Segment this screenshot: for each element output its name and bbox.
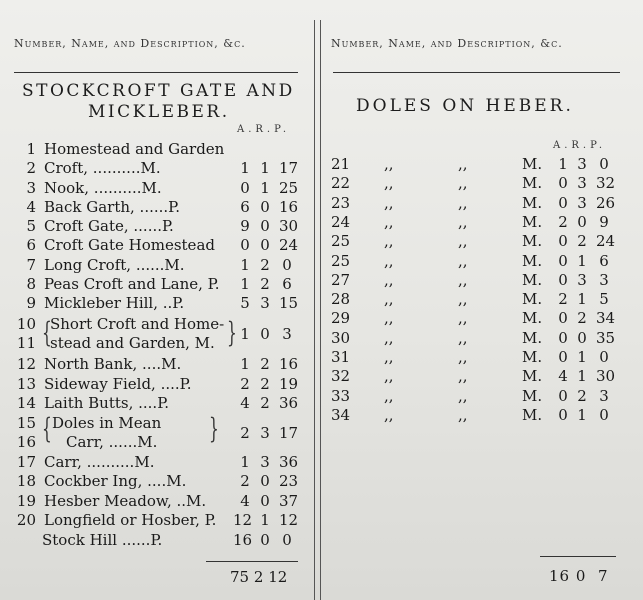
area-perches: 16 [279, 355, 299, 373]
area-acres: 16 [233, 531, 253, 549]
row-number: 8 [26, 275, 36, 293]
row-number: 4 [26, 198, 36, 216]
area-acres: 0 [558, 193, 568, 212]
ditto-mark: ,, [384, 309, 394, 328]
field-name: Carr, ..........M. [44, 453, 155, 471]
left-section-title-line2: MICKLEBER. [88, 102, 230, 122]
field-name: Short Croft and Home- [50, 315, 225, 333]
left-section-title-line1: STOCKCROFT GATE AND [22, 81, 295, 101]
area-perches: 3 [282, 325, 292, 343]
field-name: Croft, ..........M. [44, 159, 161, 177]
area-perches: 0 [282, 256, 292, 274]
area-perches: 17 [279, 424, 299, 442]
row-number: 33 [331, 386, 351, 405]
area-roods: 0 [260, 217, 270, 235]
area-acres: 1 [240, 256, 250, 274]
area-roods: 2 [260, 375, 270, 393]
area-acres: 6 [240, 198, 250, 216]
area-roods: 2 [260, 275, 270, 293]
area-roods: 1 [260, 511, 270, 529]
area-acres: 1 [240, 159, 250, 177]
field-name: stead and Garden, M. [50, 334, 215, 352]
area-acres: 0 [240, 179, 250, 197]
area-perches: 25 [279, 179, 299, 197]
area-acres: 1 [240, 355, 250, 373]
area-perches: 36 [279, 394, 299, 412]
area-acres: 0 [558, 348, 568, 366]
area-perches: 19 [279, 375, 299, 393]
ditto-mark: ,, [458, 348, 468, 366]
ditto-mark: ,, [458, 405, 468, 424]
ditto-mark: ,, [384, 290, 394, 309]
area-acres: 0 [558, 232, 568, 251]
area-roods: 3 [260, 424, 270, 442]
brace-open-10-11: { [42, 316, 52, 349]
ditto-mark: ,, [458, 386, 468, 405]
area-roods: 1 [260, 159, 270, 177]
area-perches: 32 [596, 174, 616, 193]
area-perches: 37 [279, 492, 299, 510]
ditto-mark: ,, [384, 405, 394, 424]
area-roods: 0 [260, 472, 270, 490]
area-acres: 0 [240, 236, 250, 254]
area-acres: 0 [558, 405, 568, 424]
area-roods: 2 [260, 355, 270, 373]
column-divider-left [314, 20, 315, 600]
area-acres: 1 [240, 453, 250, 471]
right-total: 16 0 7 [549, 567, 609, 585]
area-roods: 0 [260, 531, 270, 549]
ditto-mark: ,, [458, 251, 468, 270]
area-roods: 1 [577, 367, 587, 386]
row-number: 23 [331, 193, 351, 212]
row-number: 16 [16, 433, 36, 451]
ditto-mark: ,, [458, 193, 468, 212]
field-name: North Bank, ....M. [44, 355, 182, 373]
row-number: 10 [16, 315, 36, 333]
tenure-code: M. [522, 309, 543, 328]
field-name: Sideway Field, ....P. [44, 375, 192, 393]
field-name: Mickleber Hill, ..P. [44, 294, 185, 312]
area-perches: 16 [279, 198, 299, 216]
row-number: 20 [16, 511, 36, 529]
area-acres: 4 [240, 492, 250, 510]
right-column-units: A.R.P. [553, 140, 607, 151]
row-number: 21 [331, 155, 351, 173]
left-header-rule [14, 72, 298, 73]
area-acres: 0 [558, 251, 568, 270]
ditto-mark: ,, [384, 328, 394, 347]
area-acres: 4 [558, 367, 568, 386]
area-acres: 5 [240, 294, 250, 312]
ditto-mark: ,, [384, 367, 394, 386]
area-perches: 0 [282, 531, 292, 549]
row-number: 18 [16, 472, 36, 490]
brace-close-10-11: } [227, 316, 237, 349]
field-name: Stock Hill ......P. [42, 531, 163, 549]
area-perches: 5 [599, 290, 609, 309]
brace-open-15-16: { [42, 412, 52, 445]
field-name: Back Garth, ......P. [44, 198, 180, 216]
left-total-rule [206, 561, 298, 562]
area-roods: 0 [260, 492, 270, 510]
ditto-mark: ,, [384, 270, 394, 289]
row-number: 11 [16, 334, 36, 352]
area-roods: 0 [577, 328, 587, 347]
area-perches: 30 [279, 217, 299, 235]
right-total-rule [540, 556, 616, 557]
field-name: Homestead and Garden [44, 140, 225, 158]
left-column-units: A.R.P. [237, 124, 291, 135]
area-roods: 3 [260, 453, 270, 471]
area-roods: 2 [260, 394, 270, 412]
ditto-mark: ,, [458, 232, 468, 251]
ditto-mark: ,, [384, 212, 394, 231]
tenure-code: M. [522, 232, 543, 251]
row-number: 5 [26, 217, 36, 235]
ditto-mark: ,, [384, 174, 394, 193]
field-name: Hesber Meadow, ..M. [44, 492, 207, 510]
tenure-code: M. [522, 174, 543, 193]
area-roods: 1 [577, 251, 587, 270]
ditto-mark: ,, [458, 309, 468, 328]
area-acres: 2 [558, 290, 568, 309]
area-roods: 1 [577, 348, 587, 366]
right-section-title: DOLES ON HEBER. [356, 96, 574, 116]
row-number: 29 [331, 309, 351, 328]
tenure-code: M. [522, 251, 543, 270]
tenure-code: M. [522, 212, 543, 231]
row-number: 2 [26, 159, 36, 177]
area-perches: 17 [279, 159, 299, 177]
area-perches: 24 [596, 232, 616, 251]
left-total: 75 2 12 [230, 568, 288, 586]
ditto-mark: ,, [384, 155, 394, 173]
area-acres: 1 [240, 325, 250, 343]
area-roods: 3 [577, 193, 587, 212]
area-acres: 2 [240, 424, 250, 442]
field-name: Croft Gate, ......P. [44, 217, 174, 235]
row-number: 13 [16, 375, 36, 393]
row-number: 17 [16, 453, 36, 471]
area-perches: 35 [596, 328, 616, 347]
area-acres: 1 [558, 155, 568, 173]
area-perches: 9 [599, 212, 609, 231]
area-roods: 2 [577, 232, 587, 251]
row-number: 9 [26, 294, 36, 312]
area-perches: 0 [599, 348, 609, 366]
area-roods: 1 [577, 290, 587, 309]
area-acres: 0 [558, 309, 568, 328]
left-column-header: Number, Name, and Description, &c. [14, 37, 246, 50]
tenure-code: M. [522, 348, 543, 366]
field-name: Peas Croft and Lane, P. [44, 275, 220, 293]
area-roods: 0 [260, 198, 270, 216]
area-perches: 15 [279, 294, 299, 312]
area-perches: 34 [596, 309, 616, 328]
ditto-mark: ,, [384, 348, 394, 366]
row-number: 22 [331, 174, 351, 193]
ditto-mark: ,, [458, 212, 468, 231]
tenure-code: M. [522, 405, 543, 424]
row-number: 6 [26, 236, 36, 254]
field-name: Carr, ......M. [66, 433, 158, 451]
area-roods: 2 [577, 309, 587, 328]
tenure-code: M. [522, 367, 543, 386]
row-number: 24 [331, 212, 351, 231]
area-acres: 2 [240, 375, 250, 393]
area-perches: 24 [279, 236, 299, 254]
area-roods: 3 [577, 155, 587, 173]
row-number: 19 [16, 492, 36, 510]
area-acres: 0 [558, 270, 568, 289]
area-acres: 9 [240, 217, 250, 235]
row-number: 30 [331, 328, 351, 347]
area-acres: 0 [558, 174, 568, 193]
tenure-code: M. [522, 155, 543, 173]
ditto-mark: ,, [458, 270, 468, 289]
field-name: Long Croft, ......M. [44, 256, 185, 274]
right-header-rule [333, 72, 620, 73]
area-roods: 1 [260, 179, 270, 197]
area-perches: 30 [596, 367, 616, 386]
row-number: 25 [331, 232, 351, 251]
area-acres: 12 [233, 511, 253, 529]
area-roods: 3 [577, 174, 587, 193]
area-perches: 6 [599, 251, 609, 270]
row-number: 12 [16, 355, 36, 373]
area-roods: 3 [577, 270, 587, 289]
area-perches: 6 [282, 275, 292, 293]
area-roods: 0 [577, 212, 587, 231]
area-perches: 26 [596, 193, 616, 212]
row-number: 14 [16, 394, 36, 412]
tenure-code: M. [522, 386, 543, 405]
right-column-header: Number, Name, and Description, &c. [331, 37, 563, 50]
area-perches: 3 [599, 386, 609, 405]
field-name: Longfield or Hosber, P. [44, 511, 217, 529]
ditto-mark: ,, [458, 328, 468, 347]
area-roods: 2 [260, 256, 270, 274]
area-roods: 0 [260, 236, 270, 254]
area-roods: 2 [577, 386, 587, 405]
row-number: 15 [16, 414, 36, 432]
ditto-mark: ,, [384, 386, 394, 405]
tenure-code: M. [522, 193, 543, 212]
area-perches: 23 [279, 472, 299, 490]
row-number: 3 [26, 179, 36, 197]
brace-close-15-16: } [209, 412, 219, 445]
area-acres: 4 [240, 394, 250, 412]
row-number: 27 [331, 270, 351, 289]
ditto-mark: ,, [384, 232, 394, 251]
ditto-mark: ,, [384, 251, 394, 270]
field-name: Laith Butts, ....P. [44, 394, 170, 412]
field-name: Cockber Ing, ....M. [44, 472, 187, 490]
tenure-code: M. [522, 328, 543, 347]
area-acres: 0 [558, 328, 568, 347]
area-acres: 0 [558, 386, 568, 405]
area-roods: 3 [260, 294, 270, 312]
area-perches: 0 [599, 155, 609, 173]
row-number: 34 [331, 405, 351, 424]
area-acres: 2 [240, 472, 250, 490]
field-name: Croft Gate Homestead [44, 236, 215, 254]
column-divider-right [320, 20, 321, 600]
field-name: Doles in Mean [52, 414, 162, 432]
tenure-code: M. [522, 270, 543, 289]
field-name: Nook, ..........M. [44, 179, 162, 197]
ditto-mark: ,, [458, 367, 468, 386]
ditto-mark: ,, [458, 174, 468, 193]
area-roods: 0 [260, 325, 270, 343]
tenure-code: M. [522, 290, 543, 309]
row-number: 31 [331, 348, 351, 366]
row-number: 1 [26, 140, 36, 158]
row-number: 28 [331, 290, 351, 309]
ditto-mark: ,, [458, 290, 468, 309]
area-roods: 1 [577, 405, 587, 424]
area-perches: 36 [279, 453, 299, 471]
area-perches: 0 [599, 405, 609, 424]
row-number: 7 [26, 256, 36, 274]
row-number: 25 [331, 251, 351, 270]
area-acres: 2 [558, 212, 568, 231]
area-perches: 12 [279, 511, 299, 529]
ditto-mark: ,, [384, 193, 394, 212]
area-acres: 1 [240, 275, 250, 293]
row-number: 32 [331, 367, 351, 386]
area-perches: 3 [599, 270, 609, 289]
ditto-mark: ,, [458, 155, 468, 173]
